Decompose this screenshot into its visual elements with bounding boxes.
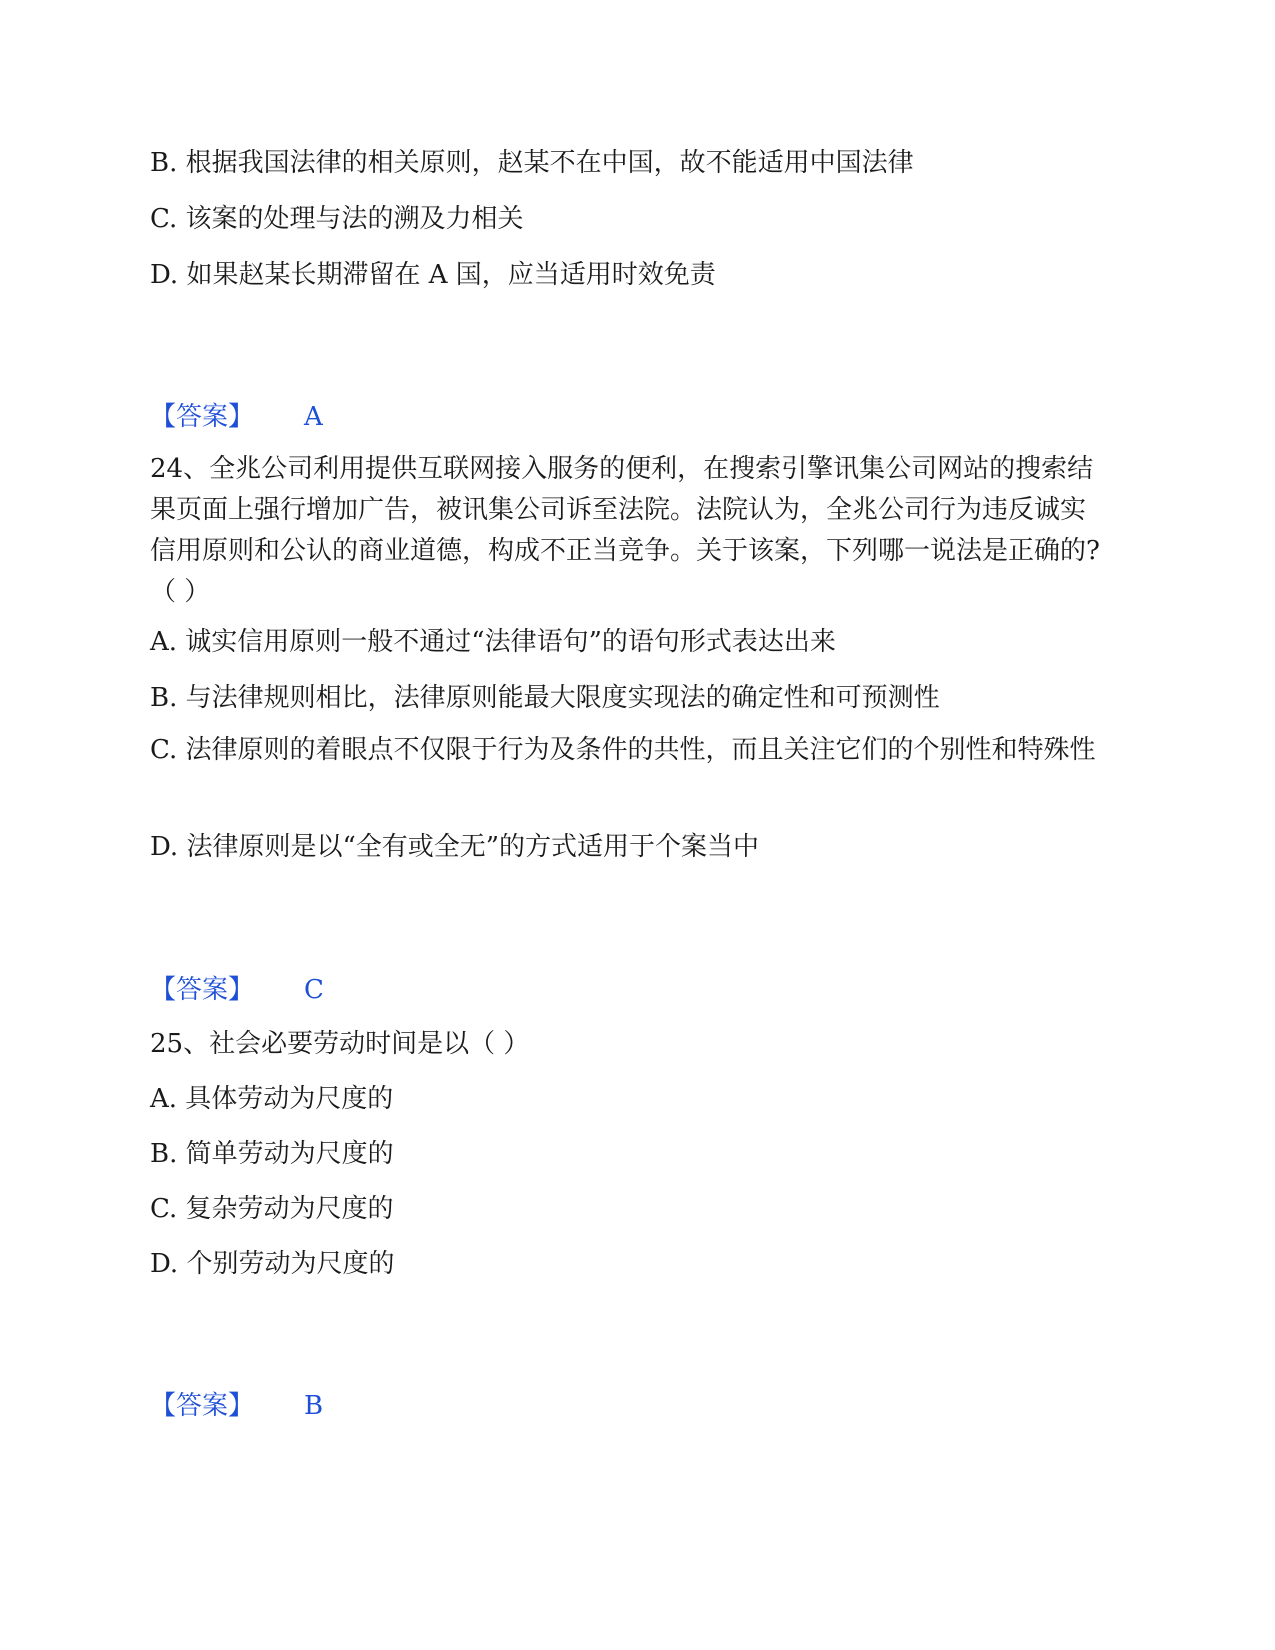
- answer-label: 【答案】: [150, 1391, 255, 1421]
- q23-option-d: D. 如果赵某长期滞留在 A 国，应当适用时效免责: [150, 260, 716, 290]
- q25-option-b: B. 简单劳动为尺度的: [150, 1139, 394, 1169]
- answer-value: C: [304, 975, 324, 1005]
- q24-answer: [150, 970, 324, 1010]
- q24-option-b: B. 与法律规则相比，法律原则能最大限度实现法的确定性和可预测性: [150, 683, 940, 713]
- q23-answer: [150, 397, 323, 437]
- q25-option-a: A. 具体劳动为尺度的: [150, 1084, 394, 1114]
- answer-label: 【答案】: [150, 975, 255, 1005]
- answer-value: B: [304, 1391, 324, 1421]
- q24-option-a: A. 诚实信用原则一般不通过“法律语句”的语句形式表达出来: [150, 627, 836, 657]
- answer-value: A: [304, 402, 323, 432]
- q25-option-d: D. 个别劳动为尺度的: [150, 1249, 395, 1279]
- q25-answer: [150, 1386, 323, 1426]
- q25-option-c: C. 复杂劳动为尺度的: [150, 1194, 394, 1224]
- q25-question: 25、社会必要劳动时间是以（ ）: [150, 1029, 530, 1059]
- q23-option-b: B. 根据我国法律的相关原则，赵某不在中国，故不能适用中国法律: [150, 148, 914, 178]
- q24-question: 24、全兆公司利用提供互联网接入服务的便利，在搜索引擎讯集公司网站的搜索结果页面上强行增加广告，被讯集公司诉至法院。法院认为，全兆公司行为违反诚实信用原则和公认的商业道德，构成不正当竞争。关于该案，下列哪一说法是正确的?（ ）: [150, 454, 1100, 607]
- q24-option-d: D. 法律原则是以“全有或全无”的方式适用于个案当中: [150, 832, 760, 862]
- answer-label: 【答案】: [150, 402, 255, 432]
- q24-option-c: C. 法律原则的着眼点不仅限于行为及条件的共性，而且关注它们的个别性和特殊性: [150, 735, 1096, 765]
- q23-option-c: C. 该案的处理与法的溯及力相关: [150, 204, 524, 234]
